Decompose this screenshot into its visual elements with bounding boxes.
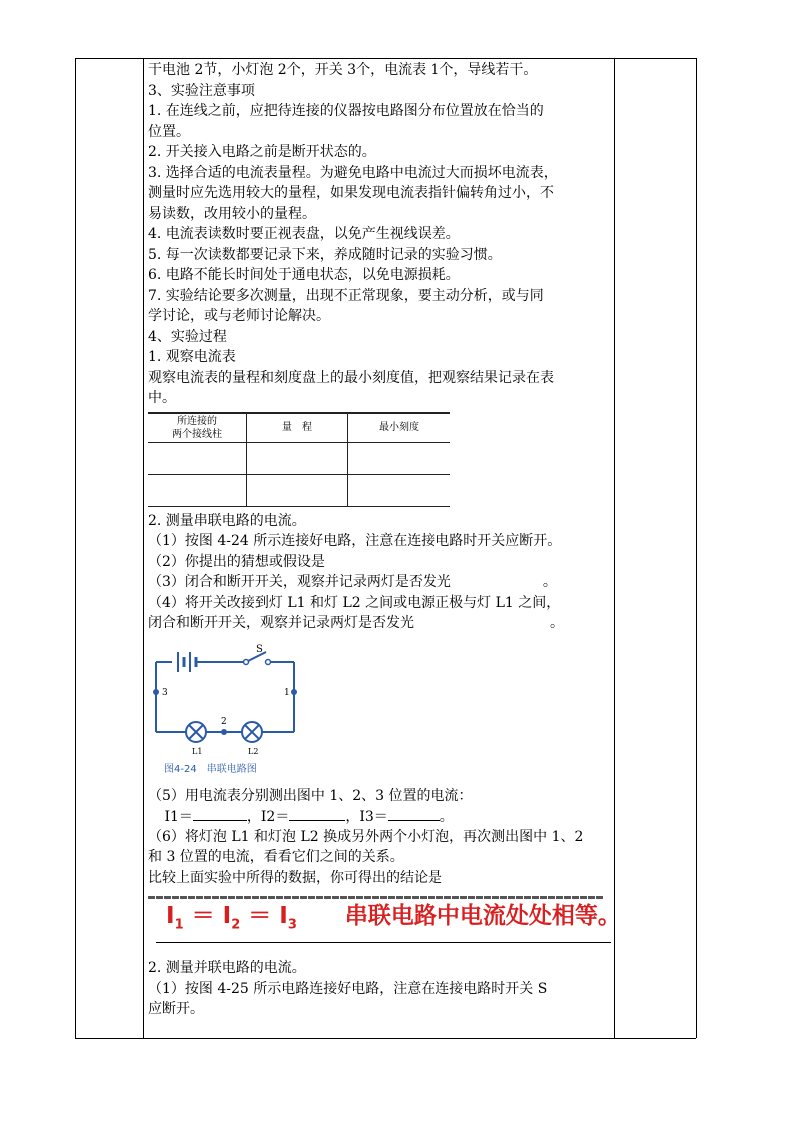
measure-step-6a: （6）将灯泡 L1 和灯泡 L2 换成另外两个小灯泡，再次测出图中 1、2 [148, 828, 584, 845]
series-step-1: （1）按图 4-24 所示连接好电路，注意在连接电路时开关应断开。 [148, 533, 562, 549]
note-7b: 学讨论，或与老师讨论解决。 [148, 308, 330, 324]
conclusion-prompt: 比较上面实验中所得的数据，你可得出的结论是 [148, 869, 442, 886]
series-step-3: （3）闭合和断开开关，观察并记录两灯是否发光 。 [148, 574, 557, 590]
switch-label: S [256, 643, 263, 655]
lamp-2-label: L2 [248, 746, 259, 756]
section-heading-process: 4、实验过程 [148, 328, 227, 345]
note-3a: 3. 选择合适的电流表量程。为避免电路中电流过大而损坏电流表， [148, 164, 558, 181]
table-header-row [148, 413, 450, 443]
note-1b: 位置。 [148, 123, 190, 140]
table-cell[interactable] [247, 442, 348, 474]
observe-instruction-a: 观察电流表的量程和刻度盘上的最小刻度值，把观察结果记录在表 [148, 369, 554, 386]
table-border-left [75, 58, 76, 1038]
i1-label: I1＝ [164, 809, 193, 825]
table-row [148, 442, 450, 474]
parallel-heading: 2. 测量并联电路的电流。 [148, 960, 306, 976]
section-heading-notes: 3、实验注意事项 [148, 82, 255, 99]
parallel-step-1b: 应断开。 [148, 1001, 204, 1017]
observe-instruction-b: 中。 [148, 390, 176, 406]
series-step-4a: （4）将开关改接到灯 L1 和灯 L2 之间或电源正极与灯 L1 之间， [148, 594, 561, 611]
table-cell[interactable] [348, 474, 451, 506]
conclusion-text: 串联电路中电流处处相等。 [344, 903, 621, 929]
header-range: 量 程 [247, 413, 348, 443]
note-7a: 7. 实验结论要多次测量，出现不正常现象，要主动分析，或与同 [148, 287, 544, 304]
observation-table [148, 412, 450, 507]
i3-blank[interactable] [388, 806, 440, 821]
header-terminals: 所连接的 两个接线柱 [148, 413, 247, 443]
step-observe-ammeter: 1. 观察电流表 [148, 349, 236, 365]
table-cell[interactable] [348, 442, 451, 474]
series-step-4b: 闭合和断开开关，观察并记录两灯是否发光 。 [148, 615, 564, 631]
note-6: 6. 电路不能长时间处于通电状态，以免电源损耗。 [148, 267, 460, 283]
lamp-1-label: L1 [192, 746, 203, 756]
table-cell[interactable] [148, 442, 247, 474]
conclusion-answer-box [148, 892, 621, 952]
materials-line: 干电池 2节，小灯泡 2个，开关 3个，电流表 1个，导线若干。 [148, 62, 538, 78]
table-cell[interactable] [247, 474, 348, 506]
node-1-label: 1 [284, 687, 290, 698]
note-3b: 测量时应先选用较大的量程，如果发现电流表指针偏转角过小，不 [148, 185, 554, 201]
table-border-right [696, 58, 697, 1038]
series-heading: 2. 测量串联电路的电流。 [148, 512, 306, 529]
i3-label: ，I3＝ [345, 809, 388, 825]
table-border-inner-right [614, 58, 615, 1038]
node-3-label: 3 [162, 687, 168, 698]
series-circuit-figure [148, 640, 302, 776]
note-5: 5. 每一次读数都要记录下来，养成随时记录的实验习惯。 [148, 246, 502, 263]
content-cell [148, 60, 621, 1020]
i2-label: ，I2＝ [246, 809, 290, 825]
table-border-bottom [75, 1038, 696, 1039]
current-fill-line: I1＝ ，I2＝ ，I3＝ 。 [148, 806, 610, 827]
answer-decoration-strip [148, 892, 610, 902]
i1-blank[interactable] [193, 806, 247, 821]
circuit-diagram [148, 640, 302, 776]
header-min-scale: 最小刻度 [348, 413, 451, 443]
note-4: 4. 电流表读数时要正视表盘，以免产生视线误差。 [148, 226, 460, 242]
figure-caption: 图4-24 串联电路图 [164, 763, 257, 775]
table-border-top [75, 58, 696, 59]
table-border-inner-left [143, 58, 144, 1038]
measure-step-6b: 和 3 位置的电流，看看它们之间的关系。 [148, 849, 404, 865]
note-3c: 易读数，改用较小的量程。 [148, 205, 316, 222]
note-2: 2. 开关接入电路之前是断开状态的。 [148, 144, 376, 160]
parallel-step-1a: （1）按图 4-25 所示电路连接好电路，注意在连接电路时开关 S [148, 980, 548, 997]
note-1a: 1. 在连线之前，应把待连接的仪器按电路图分布位置放在恰当的 [148, 103, 544, 119]
table-row [148, 474, 450, 506]
table-cell[interactable] [148, 474, 247, 506]
i2-blank[interactable] [289, 806, 345, 821]
conclusion-answer: $I_1 = I_2 = I_3$ 串联电路中电流处处相等。 [166, 903, 621, 933]
node-2-label: 2 [221, 716, 227, 727]
series-step-2: （2）你提出的猜想或假设是 [148, 553, 325, 570]
answer-underline [156, 942, 611, 943]
measure-step-5: （5）用电流表分别测出图中 1、2、3 位置的电流： [148, 787, 473, 804]
